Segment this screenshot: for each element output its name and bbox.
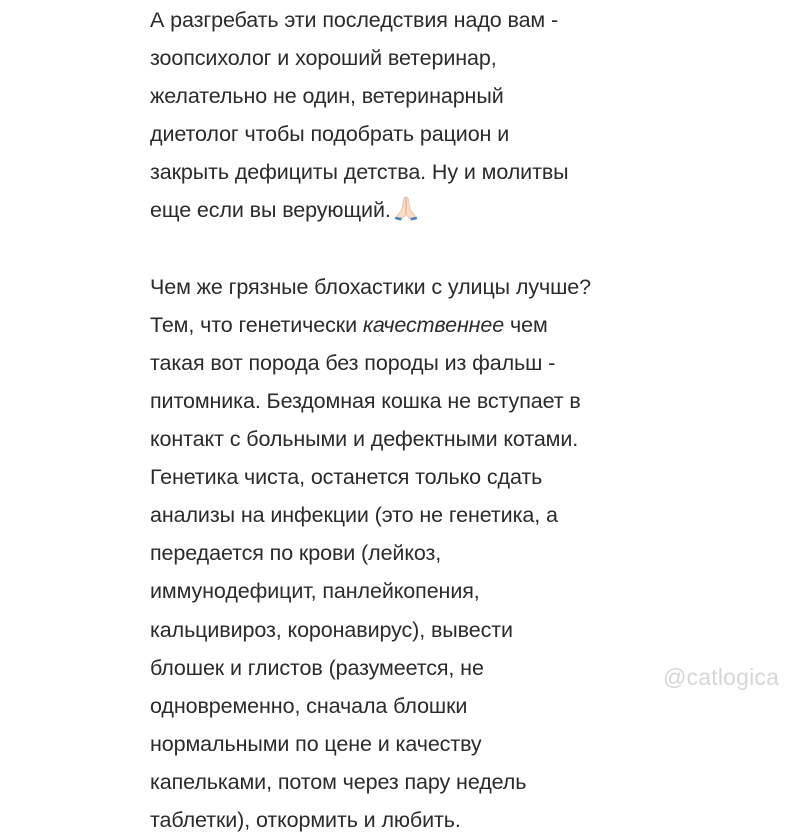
- paragraph-second: [150, 268, 770, 839]
- text-line: желательно не один, ветеринарный: [150, 84, 504, 109]
- text-line: такая вот порода без породы из фальш -: [150, 350, 556, 375]
- text-line-with-emphasis: [150, 306, 770, 344]
- article-text: [150, 0, 770, 839]
- text-line: одновременно, сначала блошки: [150, 693, 468, 718]
- text-line: закрыть дефициты детства. Ну и молитвы: [150, 160, 569, 185]
- emphasized-word: качественнее: [362, 312, 505, 337]
- text-line: А разгребать эти последствия надо вам -: [150, 8, 559, 32]
- text-line: таблетки), откормить и любить.: [150, 807, 461, 832]
- text-line: контакт с больными и дефектными котами.: [150, 427, 579, 452]
- text-line: кальцивироз, коронавирус), вывести: [150, 617, 513, 642]
- text-line: нормальными по цене и качеству: [150, 731, 482, 756]
- folded-hands-icon: [392, 194, 420, 222]
- text-segment: чем: [504, 312, 548, 337]
- text-line: Генетика чиста, останется только сдать: [150, 465, 543, 490]
- watermark: @catlogica: [663, 664, 780, 690]
- text-line: Чем же грязные блохастики с улицы лучше?: [150, 274, 591, 299]
- text-segment: Тем, что генетически: [150, 312, 363, 337]
- text-line: иммунодефицит, панлейкопения,: [150, 579, 480, 604]
- text-line: питомника. Бездомная кошка не вступает в: [150, 388, 581, 413]
- text-line: передается по крови (лейкоз,: [150, 541, 442, 566]
- text-line-with-emoji: [150, 191, 770, 229]
- text-line: зоопсихолог и хороший ветеринар,: [150, 46, 497, 71]
- text-line: анализы на инфекции (это не генетика, а: [150, 503, 558, 528]
- text-line: капельками, потом через пару недель: [150, 769, 527, 794]
- text-line: еще если вы верующий.: [150, 198, 391, 223]
- text-line: блошек и глистов (разумеется, не: [150, 655, 484, 680]
- paragraph-first: [150, 1, 770, 230]
- text-line: диетолог чтобы подобрать рацион и: [150, 122, 510, 147]
- paragraph-spacer: [150, 230, 770, 268]
